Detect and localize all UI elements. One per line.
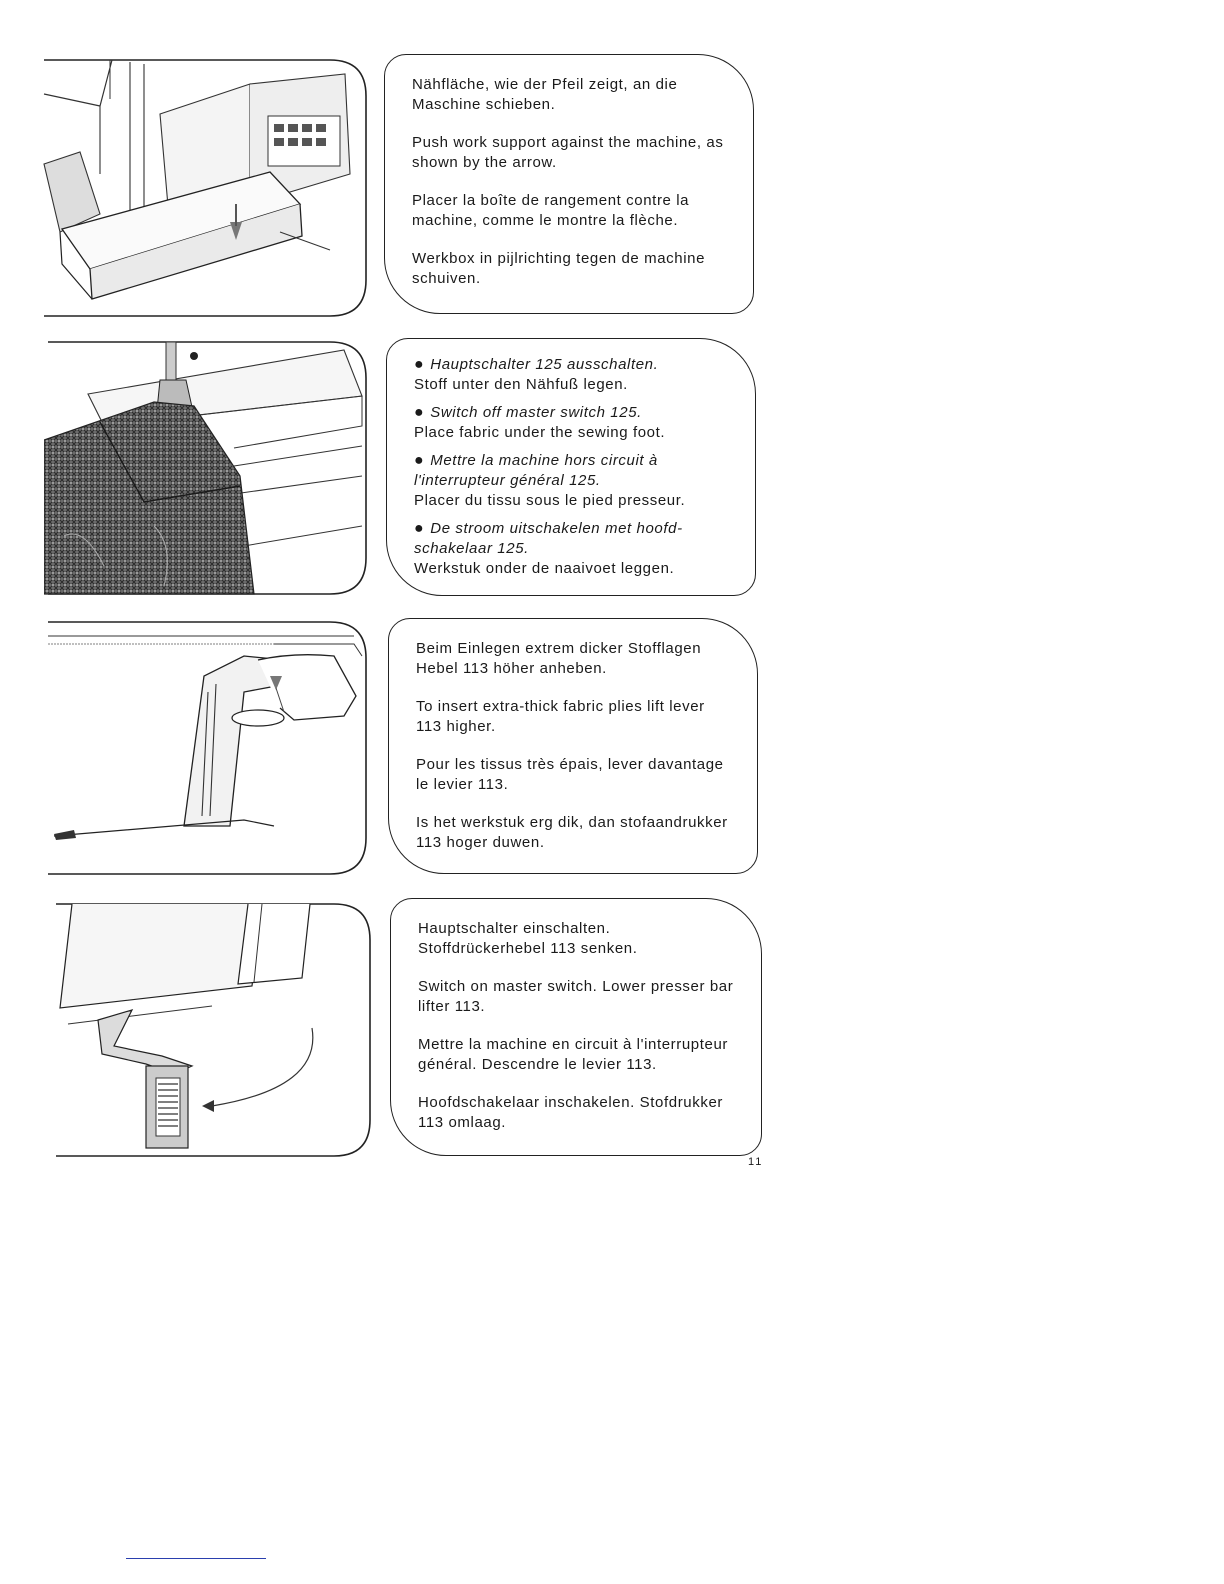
instruction-text: Place fabric under the sewing foot. (414, 424, 666, 441)
instruction-warning: Mettre la machine hors circuit à l'interrupteur général 125. (414, 452, 658, 489)
instruction-warning: Hauptschalter 125 ausschalten. (430, 356, 659, 373)
instruction-item (414, 403, 731, 443)
footer-divider (126, 1558, 266, 1559)
work-support-arrow-illustration (40, 54, 370, 322)
lever-lower-illustration (52, 898, 374, 1162)
instruction-de: Nähfläche, wie der Pfeil zeigt, an die Maschine schieben. (412, 76, 678, 113)
instruction-fr: Placer la boîte de rangement contre la machine, comme le montre la flèche. (412, 192, 690, 229)
instruction-en: Switch on master switch. Lower presser bar lifter 113. (418, 978, 734, 1015)
bullet-icon: ● (414, 356, 425, 373)
page-number: 11 (748, 1156, 764, 1168)
instruction-de: Hauptschalter einschalten. Stoffdrückerhebel 113 senken. (418, 920, 638, 957)
instruction-warning: Switch off master switch 125. (430, 404, 642, 421)
instruction-nl: Hoofdschakelaar inschakelen. Stofdrukker 113 omlaag. (418, 1094, 723, 1131)
instruction-nl: Werkbox in pijlrichting tegen de machine schuiven. (412, 250, 706, 287)
instruction-item (414, 451, 731, 511)
lever-lift-illustration (44, 616, 370, 880)
bullet-icon: ● (414, 404, 425, 421)
fabric-under-foot-illustration (44, 336, 370, 600)
instruction-de: Beim Einlegen extrem dicker Stofflagen Hebel 113 höher anheben. (416, 640, 702, 677)
bullet-icon: ● (414, 452, 425, 469)
instruction-box-2 (386, 338, 756, 596)
instruction-text: Werkstuk onder de naaivoet leggen. (414, 560, 675, 577)
instruction-warning: De stroom uitschakelen met hoofdschakelaar 125. (414, 520, 683, 557)
instruction-text: Placer du tissu sous le pied presseur. (414, 492, 686, 509)
instruction-box-3 (388, 618, 758, 874)
bullet-icon: ● (414, 520, 425, 537)
instruction-fr: Pour les tissus très épais, lever davantage le levier 113. (416, 756, 724, 793)
instruction-item (414, 519, 731, 579)
instruction-text: Stoff unter den Nähfuß legen. (414, 376, 628, 393)
instruction-box-1 (384, 54, 754, 314)
instruction-box-4 (390, 898, 762, 1156)
instruction-en: To insert extra-thick fabric plies lift lever 113 higher. (416, 698, 705, 735)
instruction-fr: Mettre la machine en circuit à l'interrupteur général. Descendre le levier 113. (418, 1036, 728, 1073)
instruction-nl: Is het werkstuk erg dik, dan stofaandrukker 113 hoger duwen. (416, 814, 728, 851)
instruction-en: Push work support against the machine, as shown by the arrow. (412, 134, 724, 171)
instruction-item (414, 355, 731, 395)
